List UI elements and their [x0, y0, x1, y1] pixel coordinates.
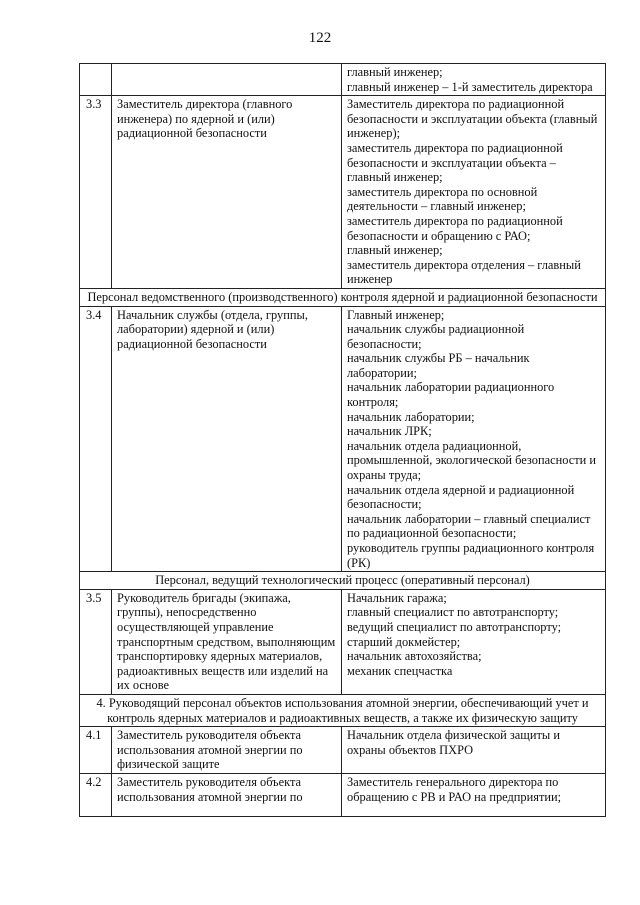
section-header: Персонал ведомственного (производственного) контроля ядерной и радиационной безопасности — [80, 288, 606, 306]
table-row — [80, 306, 606, 572]
position-cell: Руководитель бригады (экипажа, группы), непосредственно осуществляющей управление транспортным средством, выполняющим транспортировку ядерных материалов, радиоактивных веществ или изделий на их основе — [112, 589, 342, 694]
row-number: 3.5 — [80, 589, 112, 694]
position-cell — [112, 64, 342, 96]
section-header-row — [80, 288, 606, 306]
job-titles-cell: Заместитель директора по радиационной безопасности и эксплуатации объекта (главный инженер); заместитель директора по радиационной безопасности и эксплуатации объекта – главный инженер; заместитель директора по основной деятельности – главный инженер; заместитель директора по радиационной безопасности и обращению с РАО; главный инженер; заместитель директора отделения – главный инженер — [342, 96, 606, 289]
position-cell: Заместитель руководителя объекта использования атомной энергии по — [112, 773, 342, 816]
table-row — [80, 96, 606, 289]
position-cell: Заместитель директора (главного инженера) по ядерной и (или) радиационной безопасности — [112, 96, 342, 289]
section-header-row — [80, 572, 606, 590]
row-number: 3.4 — [80, 306, 112, 572]
row-number: 4.2 — [80, 773, 112, 816]
position-cell: Начальник службы (отдела, группы, лаборатории) ядерной и (или) радиационной безопасности — [112, 306, 342, 572]
table-row — [80, 589, 606, 694]
job-titles-cell: Начальник гаража; главный специалист по автотранспорту; ведущий специалист по автотранспорту; старший докмейстер; начальник автохозяйства; механик спецчастка — [342, 589, 606, 694]
job-titles-cell: Главный инженер; начальник службы радиационной безопасности; начальник службы РБ – начальник лаборатории; начальник лаборатории радиационного контроля; начальник лаборатории; начальник ЛРК; начальник отдела радиационной, промышленной, экологической безопасности и охраны труда; начальник отдела ядерной и радиационной безопасности; начальник лаборатории – главный специалист по радиационной безопасности; руководитель группы радиационного контроля (РК) — [342, 306, 606, 572]
section-header: 4. Руководящий персонал объектов использования атомной энергии, обеспечивающий учет и контроль ядерных материалов и радиоактивных веществ, а также их физическую защиту — [80, 694, 606, 726]
job-titles-cell: Заместитель генерального директора по обращению с РВ и РАО на предприятии; — [342, 773, 606, 816]
row-number: 4.1 — [80, 727, 112, 774]
job-titles-cell: главный инженер; главный инженер – 1-й заместитель директора — [342, 64, 606, 96]
job-titles-cell: Начальник отдела физической защиты и охраны объектов ПХРО — [342, 727, 606, 774]
page-number: 122 — [308, 30, 332, 46]
section-header: Персонал, ведущий технологический процесс (оперативный персонал) — [80, 572, 606, 590]
personnel-table — [79, 63, 606, 817]
row-number — [80, 64, 112, 96]
table-row — [80, 727, 606, 774]
table-row — [80, 773, 606, 816]
table-row — [80, 64, 606, 96]
row-number: 3.3 — [80, 96, 112, 289]
position-cell: Заместитель руководителя объекта использования атомной энергии по физической защите — [112, 727, 342, 774]
section-header-row — [80, 694, 606, 726]
